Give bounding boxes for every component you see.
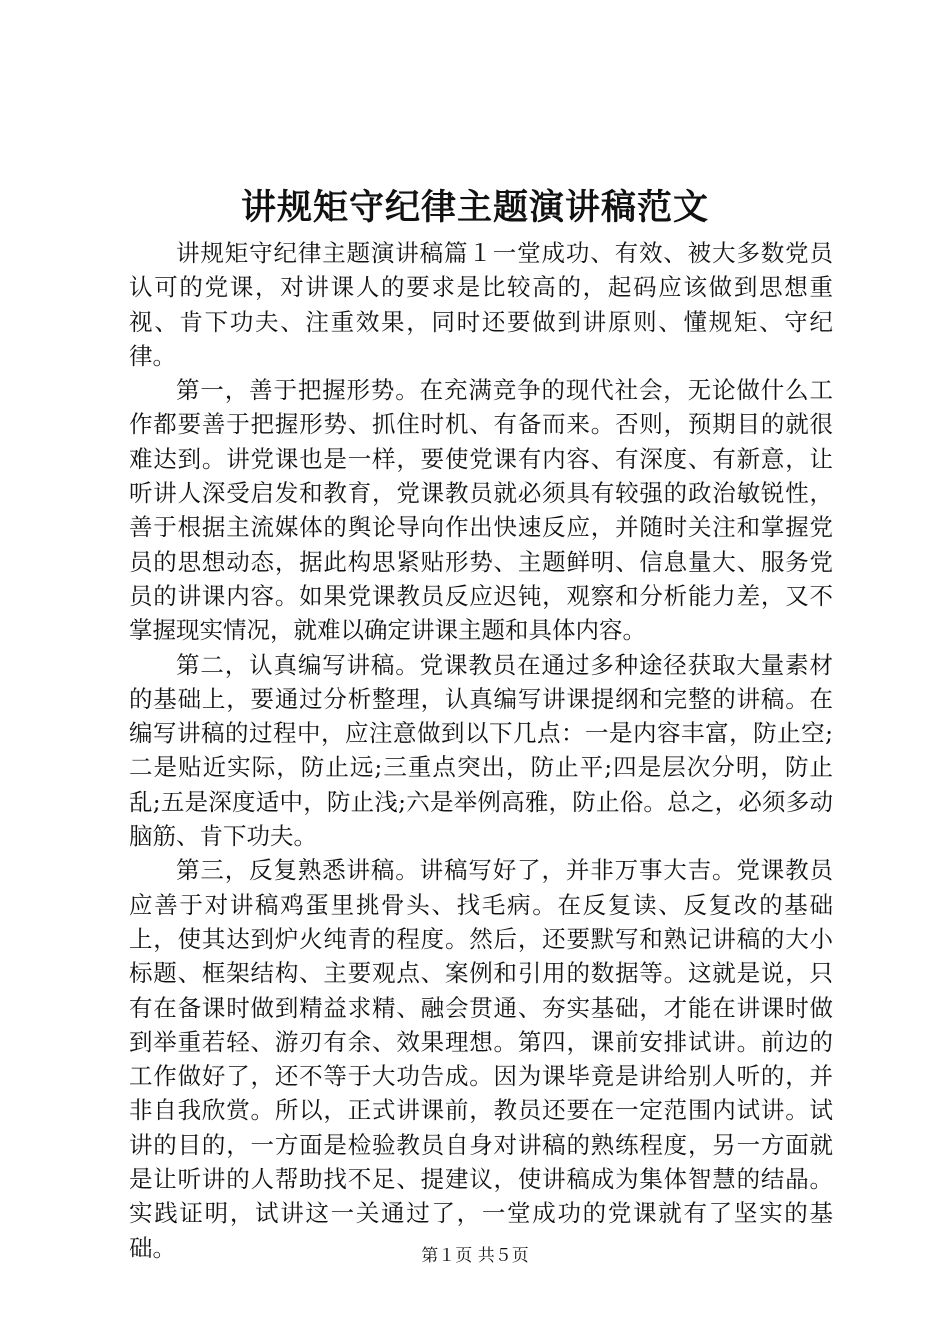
paragraph-third-point: 第三，反复熟悉讲稿。讲稿写好了，并非万事大吉。党课教员应善于对讲稿鸡蛋里挑骨头、找毛病。在反复读、反复改的基础上，使其达到炉火纯青的程度。然后，还要默写和熟记讲稿的大小标题、框架结构、主要观点、案例和引用的数据等。这就是说，只有在备课时做到精益求精、融会贯通、夯实基础，才能在讲课时做到举重若轻、游刃有余、效果理想。第四，课前安排试讲。前边的工作做好了，还不等于大功告成。因为课毕竟是讲给别人听的，并非自我欣赏。所以，正式讲课前，教员还要在一定范围内试讲。试讲的目的，一方面是检验教员自身对讲稿的熟练程度，另一方面就是让听讲的人帮助找不足、提建议，使讲稿成为集体智慧的结晶。实践证明，试讲这一关通过了，一堂成功的党课就有了坚实的基础。: [129, 856, 833, 1262]
page-number-footer: 第１页 共５页: [421, 1246, 529, 1266]
document-title: 讲规矩守纪律主题演讲稿范文: [240, 187, 709, 228]
paragraph-intro: 讲规矩守纪律主题演讲稿篇１一堂成功、有效、被大多数党员认可的党课，对讲课人的要求是比较高的，起码应该做到思想重视、肯下功夫、注重效果，同时还要做到讲原则、懂规矩、守纪律。: [129, 239, 833, 370]
document-body: [129, 236, 833, 1265]
paragraph-second-point: 第二，认真编写讲稿。党课教员在通过多种途径获取大量素材的基础上，要通过分析整理，认真编写讲课提纲和完整的讲稿。在编写讲稿的过程中，应注意做到以下几点：一是内容丰富，防止空;二是贴近实际，防止远;三重点突出，防止平;四是层次分明，防止乱;五是深度适中，防止浅;六是举例高雅，防止俗。总之，必须多动脑筋、肯下功夫。: [129, 650, 833, 851]
paragraph-first-point: 第一，善于把握形势。在充满竞争的现代社会，无论做什么工作都要善于把握形势、抓住时机、有备而来。否则，预期目的就很难达到。讲党课也是一样，要使党课有内容、有深度、有新意，让听讲人深受启发和教育，党课教员就必须具有较强的政治敏锐性，善于根据主流媒体的舆论导向作出快速反应，并随时关注和掌握党员的思想动态，据此构思紧贴形势、主题鲜明、信息量大、服务党员的讲课内容。如果党课教员反应迟钝，观察和分析能力差，又不掌握现实情况，就难以确定讲课主题和具体内容。: [129, 376, 833, 645]
